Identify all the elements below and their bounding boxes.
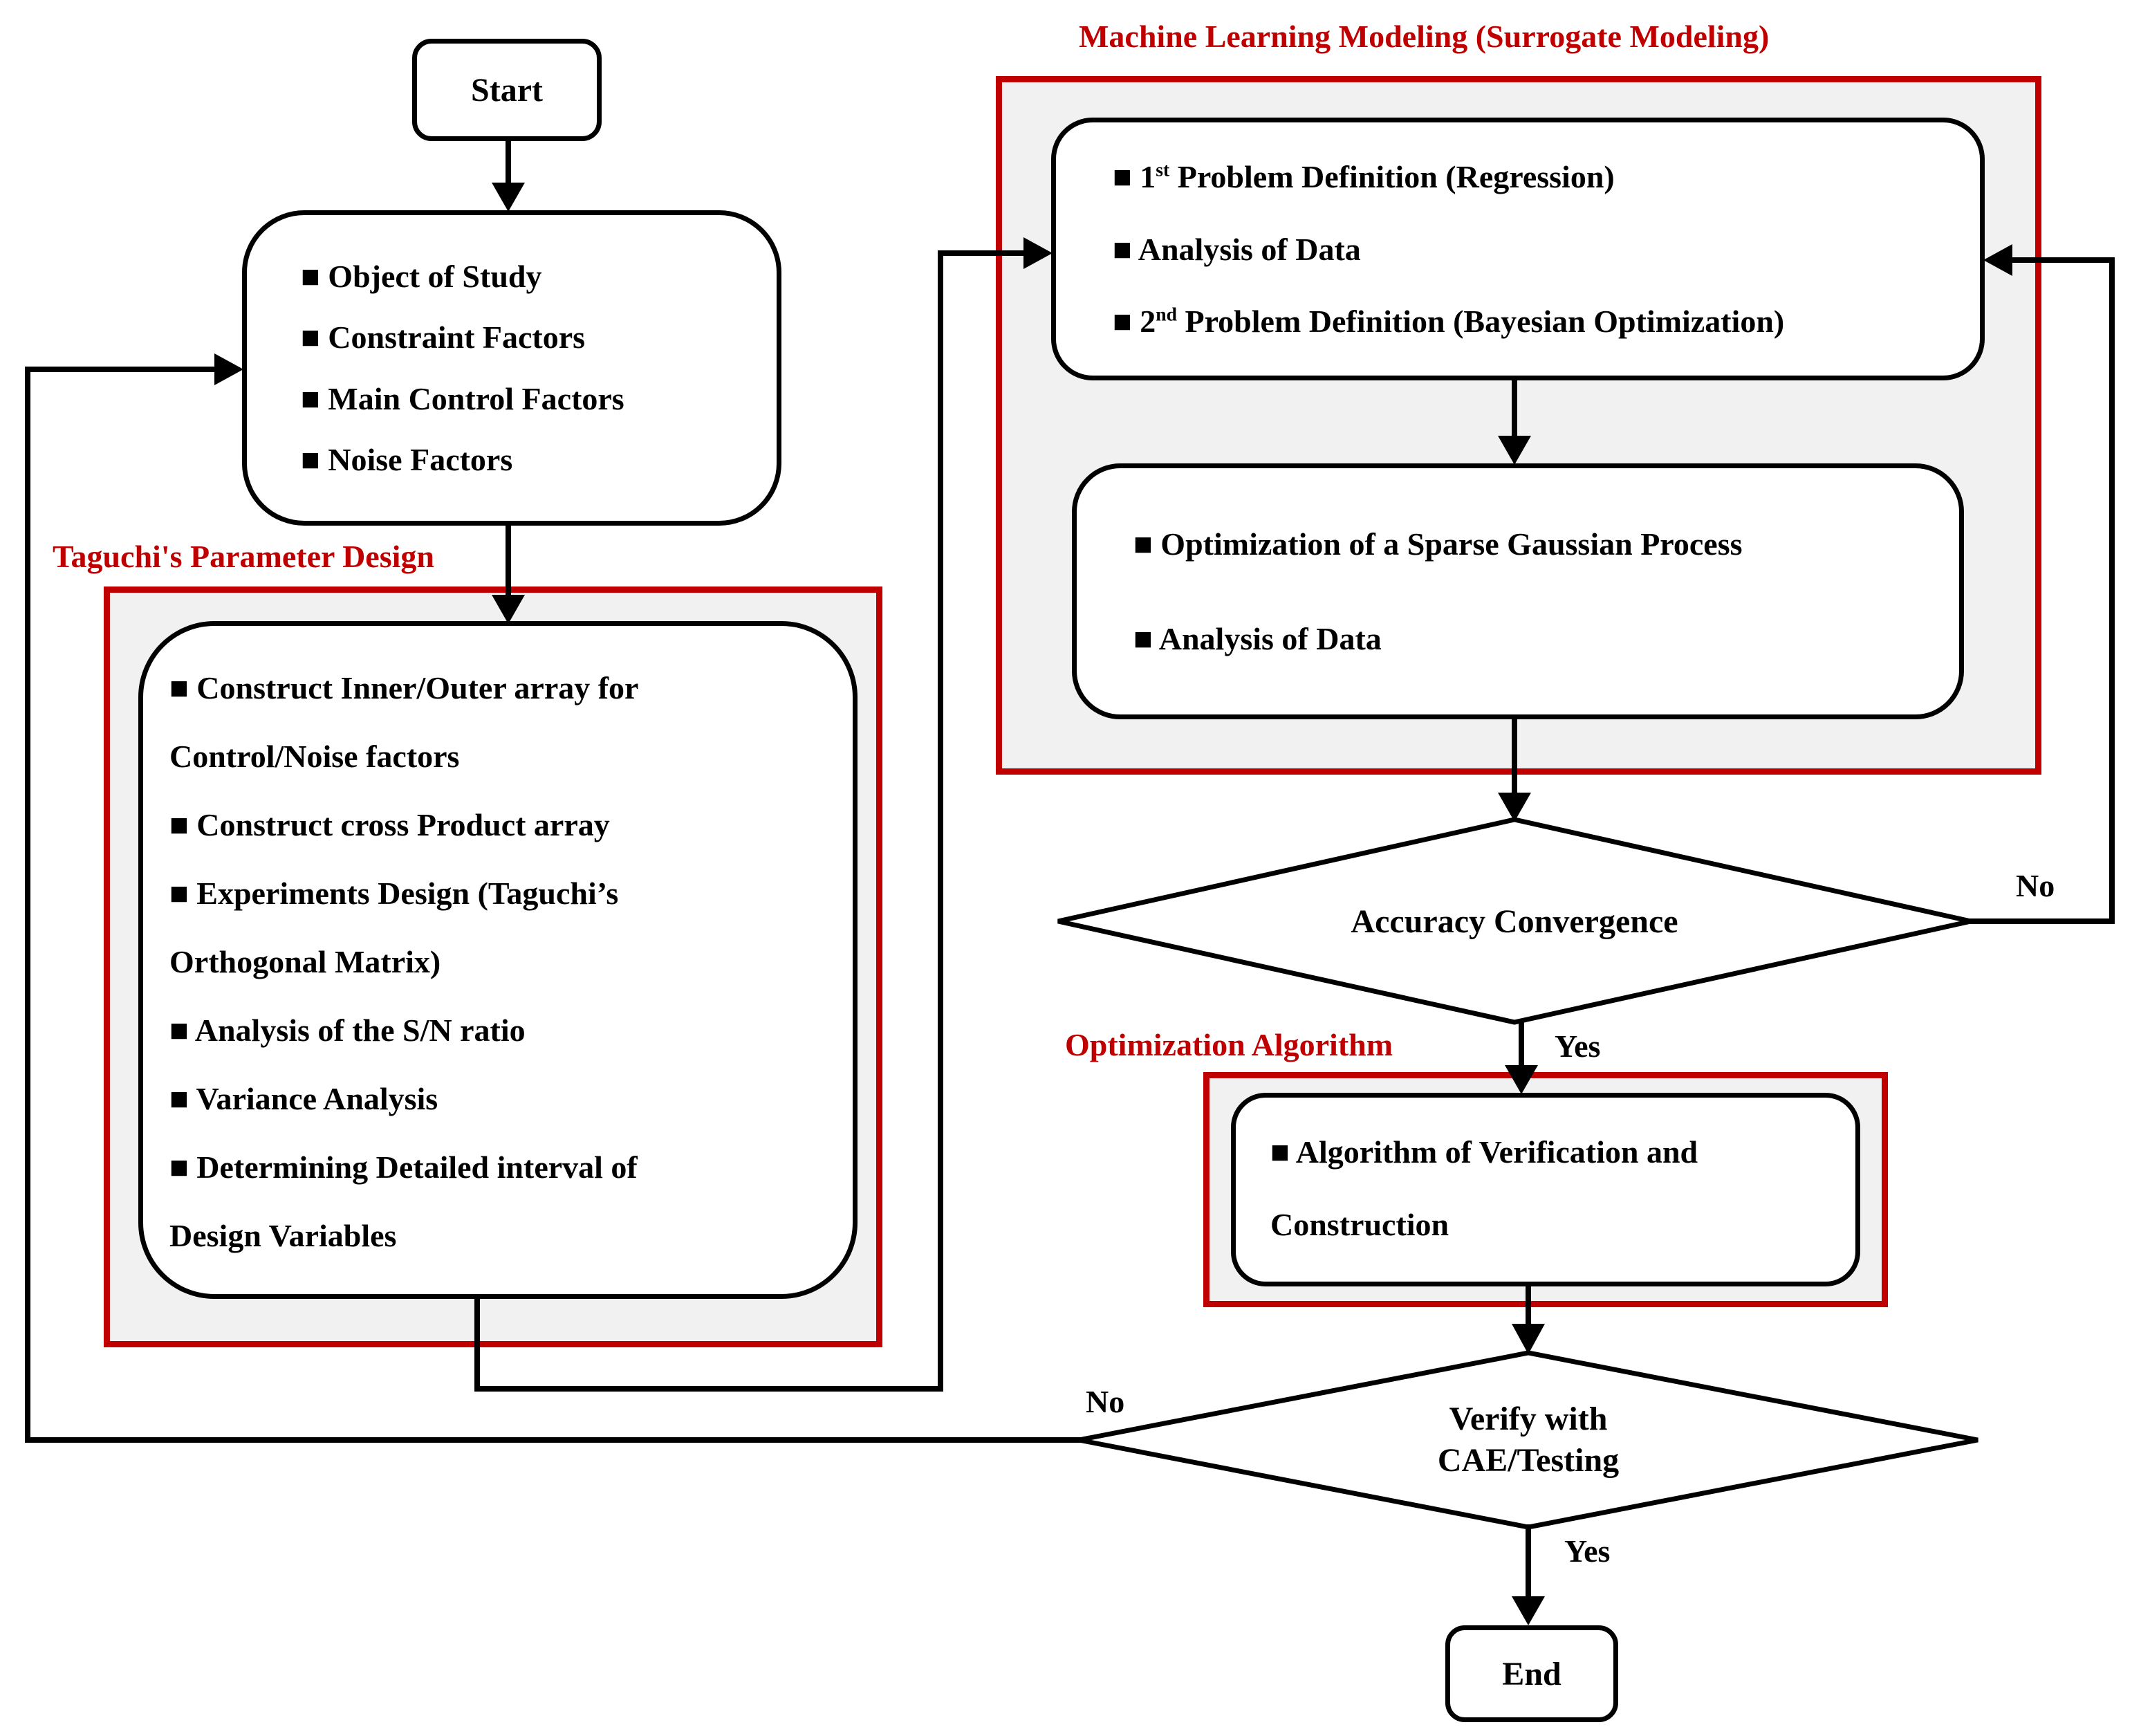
accuracy-no-label: No [2016, 868, 2055, 903]
ml-gaussian-process-node [1072, 463, 1964, 719]
verification-algorithm-node [1231, 1093, 1860, 1286]
ml-problem-definition-node [1051, 118, 1985, 380]
optimization-section-title: Optimization Algorithm [1065, 1027, 1393, 1062]
taguchi-step: ■ Construct cross Product array [169, 807, 610, 842]
taguchi-step: ■ Analysis of the S/N ratio [169, 1013, 526, 1048]
verify-decision-line2: CAE/Testing [1437, 1442, 1620, 1479]
ml-step: ■ Optimization of a Sparse Gaussian Process [1133, 526, 1743, 562]
arrowhead-down-icon [1505, 1065, 1538, 1094]
verify-decision-label [1079, 1353, 1978, 1527]
ml-step: ■ Analysis of Data [1133, 620, 1382, 656]
factors-item: ■ Noise Factors [301, 442, 513, 478]
taguchi-step: ■ Construct Inner/Outer array for Control/Noise factors [169, 670, 638, 774]
factors-item: ■ Main Control Factors [301, 380, 624, 416]
start-label: Start [471, 71, 543, 109]
arrowhead-down-icon [1498, 436, 1531, 465]
verify-decision-line1: Verify with [1449, 1401, 1608, 1437]
edge-accuracy-no-loop [1971, 260, 2112, 921]
arrowhead-down-icon [1498, 793, 1531, 822]
arrowhead-right-icon [214, 353, 243, 385]
taguchi-step: ■ Determining Detailed interval of Design Variables [169, 1149, 638, 1253]
taguchi-section-title: Taguchi's Parameter Design [53, 539, 434, 574]
taguchi-steps-node [138, 621, 858, 1299]
ml-step [1113, 158, 1980, 195]
ml-step [1113, 303, 1980, 340]
factors-item: ■ Constraint Factors [301, 320, 586, 355]
taguchi-step: ■ Experiments Design (Taguchi’s Orthogonal Matrix) [169, 876, 619, 979]
ml-section-title: Machine Learning Modeling (Surrogate Modeling) [1079, 19, 1770, 54]
factors-item: ■ Object of Study [301, 258, 542, 294]
arrowhead-down-icon [492, 183, 525, 212]
ordinal-suffix: st [1156, 158, 1170, 181]
ml-step-text: ■ 2 [1113, 304, 1156, 340]
start-node [412, 39, 602, 141]
ml-step-text: ■ Analysis of Data [1113, 231, 1361, 267]
study-factors-node [242, 210, 781, 526]
arrowhead-down-icon [1512, 1324, 1545, 1354]
ml-step-text: ■ 1 [1113, 158, 1156, 194]
ml-step-text: Problem Definition (Bayesian Optimization) [1177, 304, 1785, 340]
arrowhead-down-icon [1512, 1596, 1545, 1625]
optimization-step: ■ Algorithm of Verification and Construction [1270, 1134, 1698, 1242]
accuracy-decision-label: Accuracy Convergence [1351, 903, 1678, 940]
ml-step [1113, 231, 1980, 268]
arrowhead-down-icon [492, 595, 525, 624]
arrowhead-right-icon [1023, 237, 1053, 269]
accuracy-yes-label: Yes [1555, 1028, 1601, 1064]
ml-step-text: Problem Definition (Regression) [1169, 158, 1615, 194]
ordinal-suffix: nd [1156, 303, 1177, 325]
taguchi-step: ■ Variance Analysis [169, 1081, 438, 1116]
end-node [1445, 1625, 1618, 1722]
verify-yes-label: Yes [1564, 1533, 1611, 1569]
end-label: End [1502, 1655, 1561, 1692]
arrowhead-left-icon [1983, 244, 2012, 276]
verify-no-label: No [1086, 1384, 1125, 1419]
